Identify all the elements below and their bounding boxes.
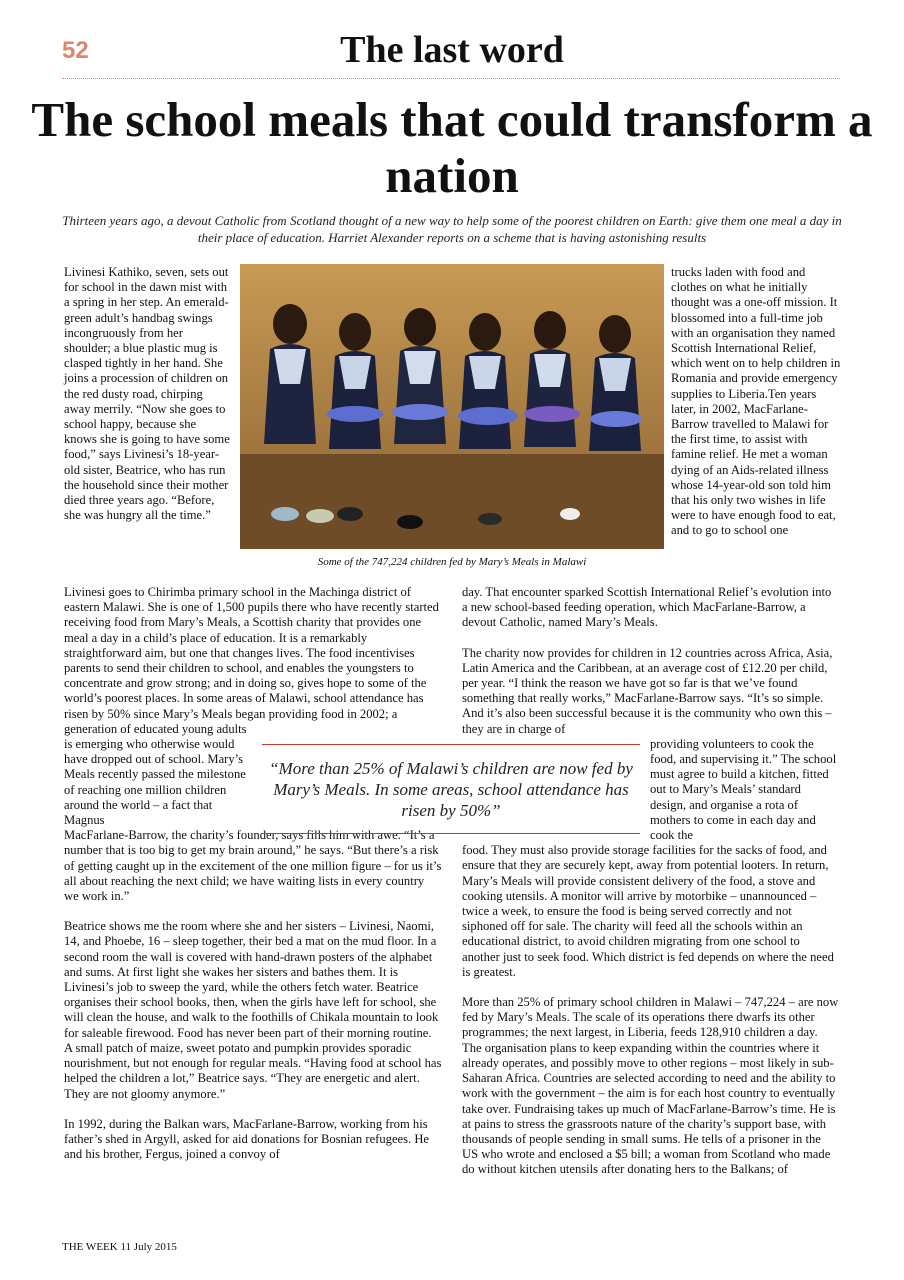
right-paragraph-2-end: food. They must also provide storage facilities for the sacks of food, and ensure that they are securely kept, away from potential looters. In return, Mary’s Meals will provide consistent delivery of the food, a stove and cooking utensils. A monitor will arrive by motorbike – unannounced – twice a week, to ensure the food is being served correctly and not siphoned off for sale. The charity will feed all the schools within an educational district, to avoid children migrating from one school to another just to seek food. Which district is fed depends on where the need is greatest. <box>462 843 834 979</box>
right-narrow-column <box>671 265 843 539</box>
right-narrow-paragraph: trucks laden with food and clothes on what he initially thought was a one-off mission. It blossomed into a full-time job with an organisation they named Scottish International Relief, which went on to help children in Romania and provide emergency supplies to Liberia.Ten years later, in 2002, MacFarlane-Barrow travelled to Malawi for the first time, to assist with famine relief. He met a woman dying of an Aids-related illness whose 14-year-old son told him that his only two wishes in life were to have enough food to eat, and to go to school one <box>671 265 841 538</box>
left-paragraph-1: Livinesi goes to Chirimba primary school in the Machinga district of eastern Malawi. She is one of 1,500 pupils there who have recently started receiving food from Mary’s Meals, a Scottish charity that provides one meal a day in a child’s place of education. It is a remarkably straightforward aim, but one that changes lives. The food incentivises parents to send their children to school, and enables the youngsters to concentrate and grow strong; and in doing so, gives hope to some of the world’s poorest places. In some areas of Malawi, school attendance has risen by 50% since Mary’s Meals began providing food in 2002; a <box>64 585 439 721</box>
headline: The school meals that could transform a nation <box>31 92 873 203</box>
right-paragraph-1: day. That encounter sparked Scottish International Relief’s evolution into a new school-based feeding operation, which MacFarlane-Barrow, a devout Catholic, named Mary’s Meals. <box>462 585 832 630</box>
header-divider <box>62 78 840 79</box>
right-paragraph-2: The charity now provides for children in 12 countries across Africa, Asia, Latin America and the Caribbean, at an average cost of £12.20 per child, per year. “I think the reason we have got so far is that we’ve found something that really works,” MacFarlane-Barrow says. “It’s so simple. And it’s also been successful because it is the community who own this – they are in charge of <box>462 645 833 736</box>
page-number: 52 <box>62 37 89 64</box>
article-photo <box>240 264 664 549</box>
intro-column <box>64 265 232 523</box>
left-paragraph-1-wrap: generation of educated young adults is emerging who otherwise would have dropped out of school. Mary’s Meals recently passed the milestone of reaching one million children around the world – a fact that Magnus <box>64 721 247 828</box>
standfirst: Thirteen years ago, a devout Catholic from Scotland thought of a new way to help some of the poorest children on Earth: give them one meal a day in their place of education. Harriet Alexander reports on a scheme that is having astonishing results <box>62 213 842 245</box>
left-paragraph-1-end: MacFarlane-Barrow, the charity’s founder, says fills him with awe. “It’s a number that is too big to get my brain around,” he says. “But there’s a risk of getting caught up in the excitement of the one million figure – for us it’s all about reaching the next child; we have waiting lists in every country we work in.” <box>64 828 442 904</box>
footer: THE WEEK 11 July 2015 <box>62 1241 177 1253</box>
children-eating-photo <box>240 264 664 549</box>
pull-quote <box>262 744 640 834</box>
left-column <box>64 585 442 1162</box>
photo-caption: Some of the 747,224 children fed by Mary’s Meals in Malawi <box>317 556 587 568</box>
pull-quote-text: “More than 25% of Malawi’s children are now fed by Mary’s Meals. In some areas, school attendance has risen by 50%” <box>269 758 633 820</box>
intro-paragraph: Livinesi Kathiko, seven, sets out for school in the dawn mist with a spring in her step. An emerald-green adult’s handbag swings incongruously from her shoulder; a blue plastic mug is clasped tightly in her hand. She joins a procession of children on the red dusty road, chirping away merrily. “Now she goes to school happy, because she knows she is going to have some food,” says Livinesi’s 18-year-old sister, Beatrice, who has run the household since their mother died three years ago. “Before, she was hungry all the time.” <box>64 265 230 523</box>
right-paragraph-2-wrap: providing volunteers to cook the food, and supervising it.” The school must agree to build a kitchen, fitted out to Mary’s Meals’ standard design, and organise a rota of mothers to come in each day and cook the <box>650 736 837 843</box>
left-paragraph-3: In 1992, during the Balkan wars, MacFarlane-Barrow, working from his father’s shed in Argyll, asked for aid donations for Bosnian refugees. He and his brother, Fergus, joined a convoy of <box>64 1116 430 1162</box>
right-paragraph-3: More than 25% of primary school children in Malawi – 747,224 – are now fed by Mary’s Meals. The scale of its operations there dwarfs its other programmes; the next largest, in Liberia, feeds 128,910 children a day. The organisation plans to keep expanding within the countries where it already operates, and possibly move to other regions – most likely in sub-Saharan Africa. Countries are selected according to need and the ability to work with the government – the aim is for each host country to eventually take over. Fundraising takes up much of MacFarlane-Barrow’s time. He is at pains to stress the grassroots nature of the charity’s support base, with thousands of people sending in small sums. He tells of a prisoner in the US who wrote and enclosed a $5 bill; a woman from Scotland who made do without kitchen utensils after donating hers to the Balkans; of <box>462 995 839 1177</box>
left-paragraph-2: Beatrice shows me the room where she and her sisters – Livinesi, Naomi, 14, and Phoebe, 16 – sleep together, their bed a mat on the mud floor. In a second room the wall is covered with hand-drawn posters of the alphabet and sums. At first light she wakes her sisters and bathes them. It is Livinesi’s job to sweep the yard, while the others fetch water. Beatrice organises their school books, then, when the girls have left for school, she will clean the house, and walk to the foothills of Chikala mountain to look for saleable firewood. Food has never been part of their morning routine. A small patch of maize, sweet potato and pumpkin provides sporadic nourishment, but not enough for regular meals. “Having food at school has helped the children a lot,” Beatrice says. “They are energetic and alert. They are not gloomy anymore.” <box>64 919 442 1101</box>
right-column <box>462 585 840 1178</box>
section-title: The last word <box>340 29 564 71</box>
